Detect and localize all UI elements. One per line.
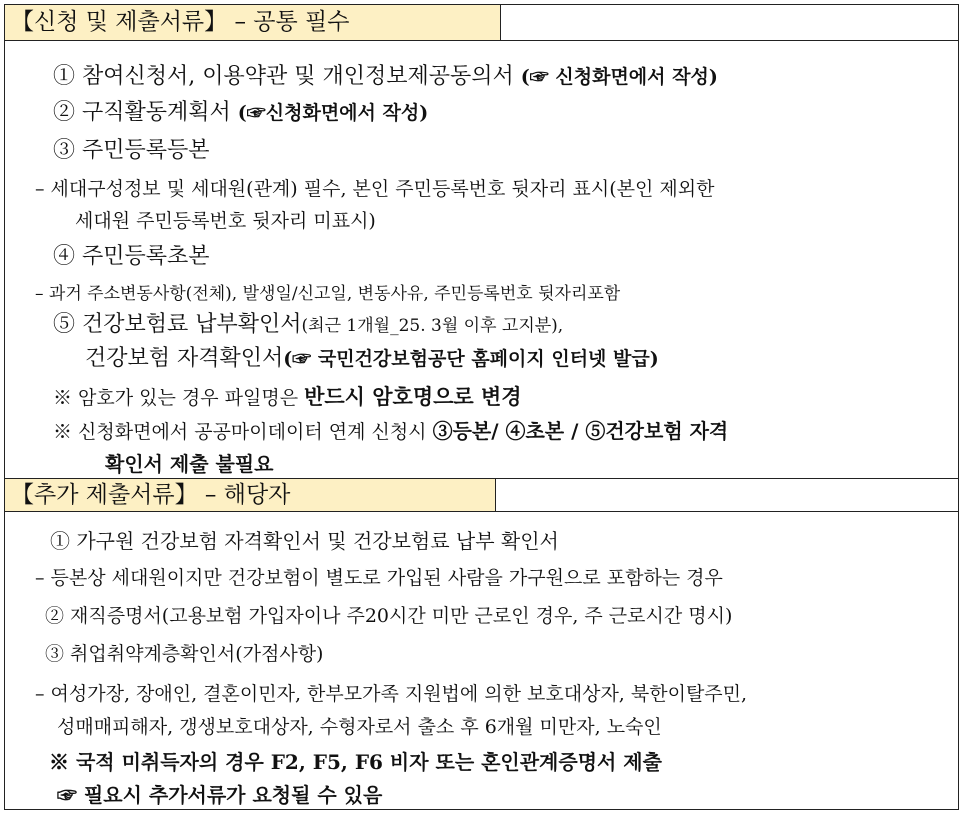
item-4-sub: – 과거 주소변동사항(전체), 발생일/신고일, 변동사유, 주민등록번호 뒷자리포함 [35, 284, 621, 304]
item-5b-note: (☞ 국민건강보험공단 홈페이지 인터넷 발급) [283, 348, 659, 370]
item-3-text: 주민등록등본 [82, 138, 210, 163]
add-item-3-sub-line2: 성매매피해자, 갱생보호대상자, 수형자로서 출소 후 6개월 미만자, 노숙인 [57, 716, 662, 738]
section2-title-dash: – 해당자 [197, 482, 291, 508]
section1-title-bracket: 【신청 및 제출서류】 [11, 9, 228, 35]
add-item-3-sub-line1: – 여성가장, 장애인, 결혼이민자, 한부모가족 지원법에 의한 보호대상자, 북한이탈주민, [35, 683, 748, 705]
section2-title-bracket: 【추가 제출서류】 [11, 482, 198, 508]
item-2-text: 구직활동계획서 [82, 100, 231, 125]
item-5b [85, 341, 659, 372]
item-1-note: (☞ 신청화면에서 작성) [520, 66, 718, 88]
notice-2-bold: ③등본/ ④초본 / ⑤건강보험 자격 [432, 419, 729, 443]
notice-1-text: ※ 암호가 있는 경우 파일명은 [53, 387, 305, 409]
item-1-num: ① [53, 64, 76, 89]
item-4-text: 주민등록초본 [82, 244, 210, 269]
notice-1-bold: 반드시 암호명으로 변경 [304, 384, 522, 409]
notice-2-text: ※ 신청화면에서 공공마이데이터 연계 신청시 [53, 421, 433, 443]
item-5-note: (최근 1개월_25. 3월 이후 고지분), [301, 316, 564, 336]
notice-1 [53, 381, 522, 411]
section2-header [5, 478, 958, 512]
add-item-3: ③ 취업취약계층확인서(가점사항) [45, 643, 324, 665]
item-5-text: 건강보험료 납부확인서 [82, 312, 302, 337]
item-2-note: (☞신청화면에서 작성) [237, 102, 429, 124]
item-3-sub-line1: – 세대구성정보 및 세대원(관계) 필수, 본인 주민등록번호 뒷자리 표시(본인 제외한 [35, 178, 715, 200]
section1-header [5, 5, 958, 41]
item-4 [53, 239, 210, 270]
section1-title-dash: – 공통 필수 [227, 9, 350, 35]
add-item-1: ① 가구원 건강보험 자격확인서 및 건강보험료 납부 확인서 [50, 529, 559, 553]
document-frame [4, 4, 959, 810]
add-notice-2: ☞ 필요시 추가서류가 요청될 수 있음 [57, 783, 383, 807]
item-5b-text: 건강보험 자격확인서 [85, 346, 284, 371]
item-3-num: ③ [53, 138, 76, 163]
section2-title [5, 479, 496, 511]
item-5-num: ⑤ [53, 312, 76, 337]
notice-2-line2: 확인서 제출 불필요 [105, 452, 274, 476]
item-1 [53, 59, 718, 90]
add-notice-1: ※ 국적 미취득자의 경우 F2, F5, F6 비자 또는 혼인관계증명서 제출 [49, 750, 662, 774]
item-3 [53, 133, 210, 164]
item-2 [53, 95, 428, 126]
add-item-2: ② 재직증명서(고용보험 가입자이나 주20시간 미만 근로인 경우, 주 근로시간 명시) [45, 605, 733, 627]
section1-title [5, 5, 501, 40]
add-item-1-sub: – 등본상 세대원이지만 건강보험이 별도로 가입된 사람을 가구원으로 포함하는 경우 [35, 567, 723, 589]
item-3-sub-line2: 세대원 주민등록번호 뒷자리 미표시) [75, 210, 376, 232]
item-1-text: 참여신청서, 이용약관 및 개인정보제공동의서 [82, 64, 514, 89]
notice-2 [53, 415, 728, 444]
item-2-num: ② [53, 100, 76, 125]
item-5 [53, 307, 563, 338]
item-4-num: ④ [53, 244, 76, 269]
